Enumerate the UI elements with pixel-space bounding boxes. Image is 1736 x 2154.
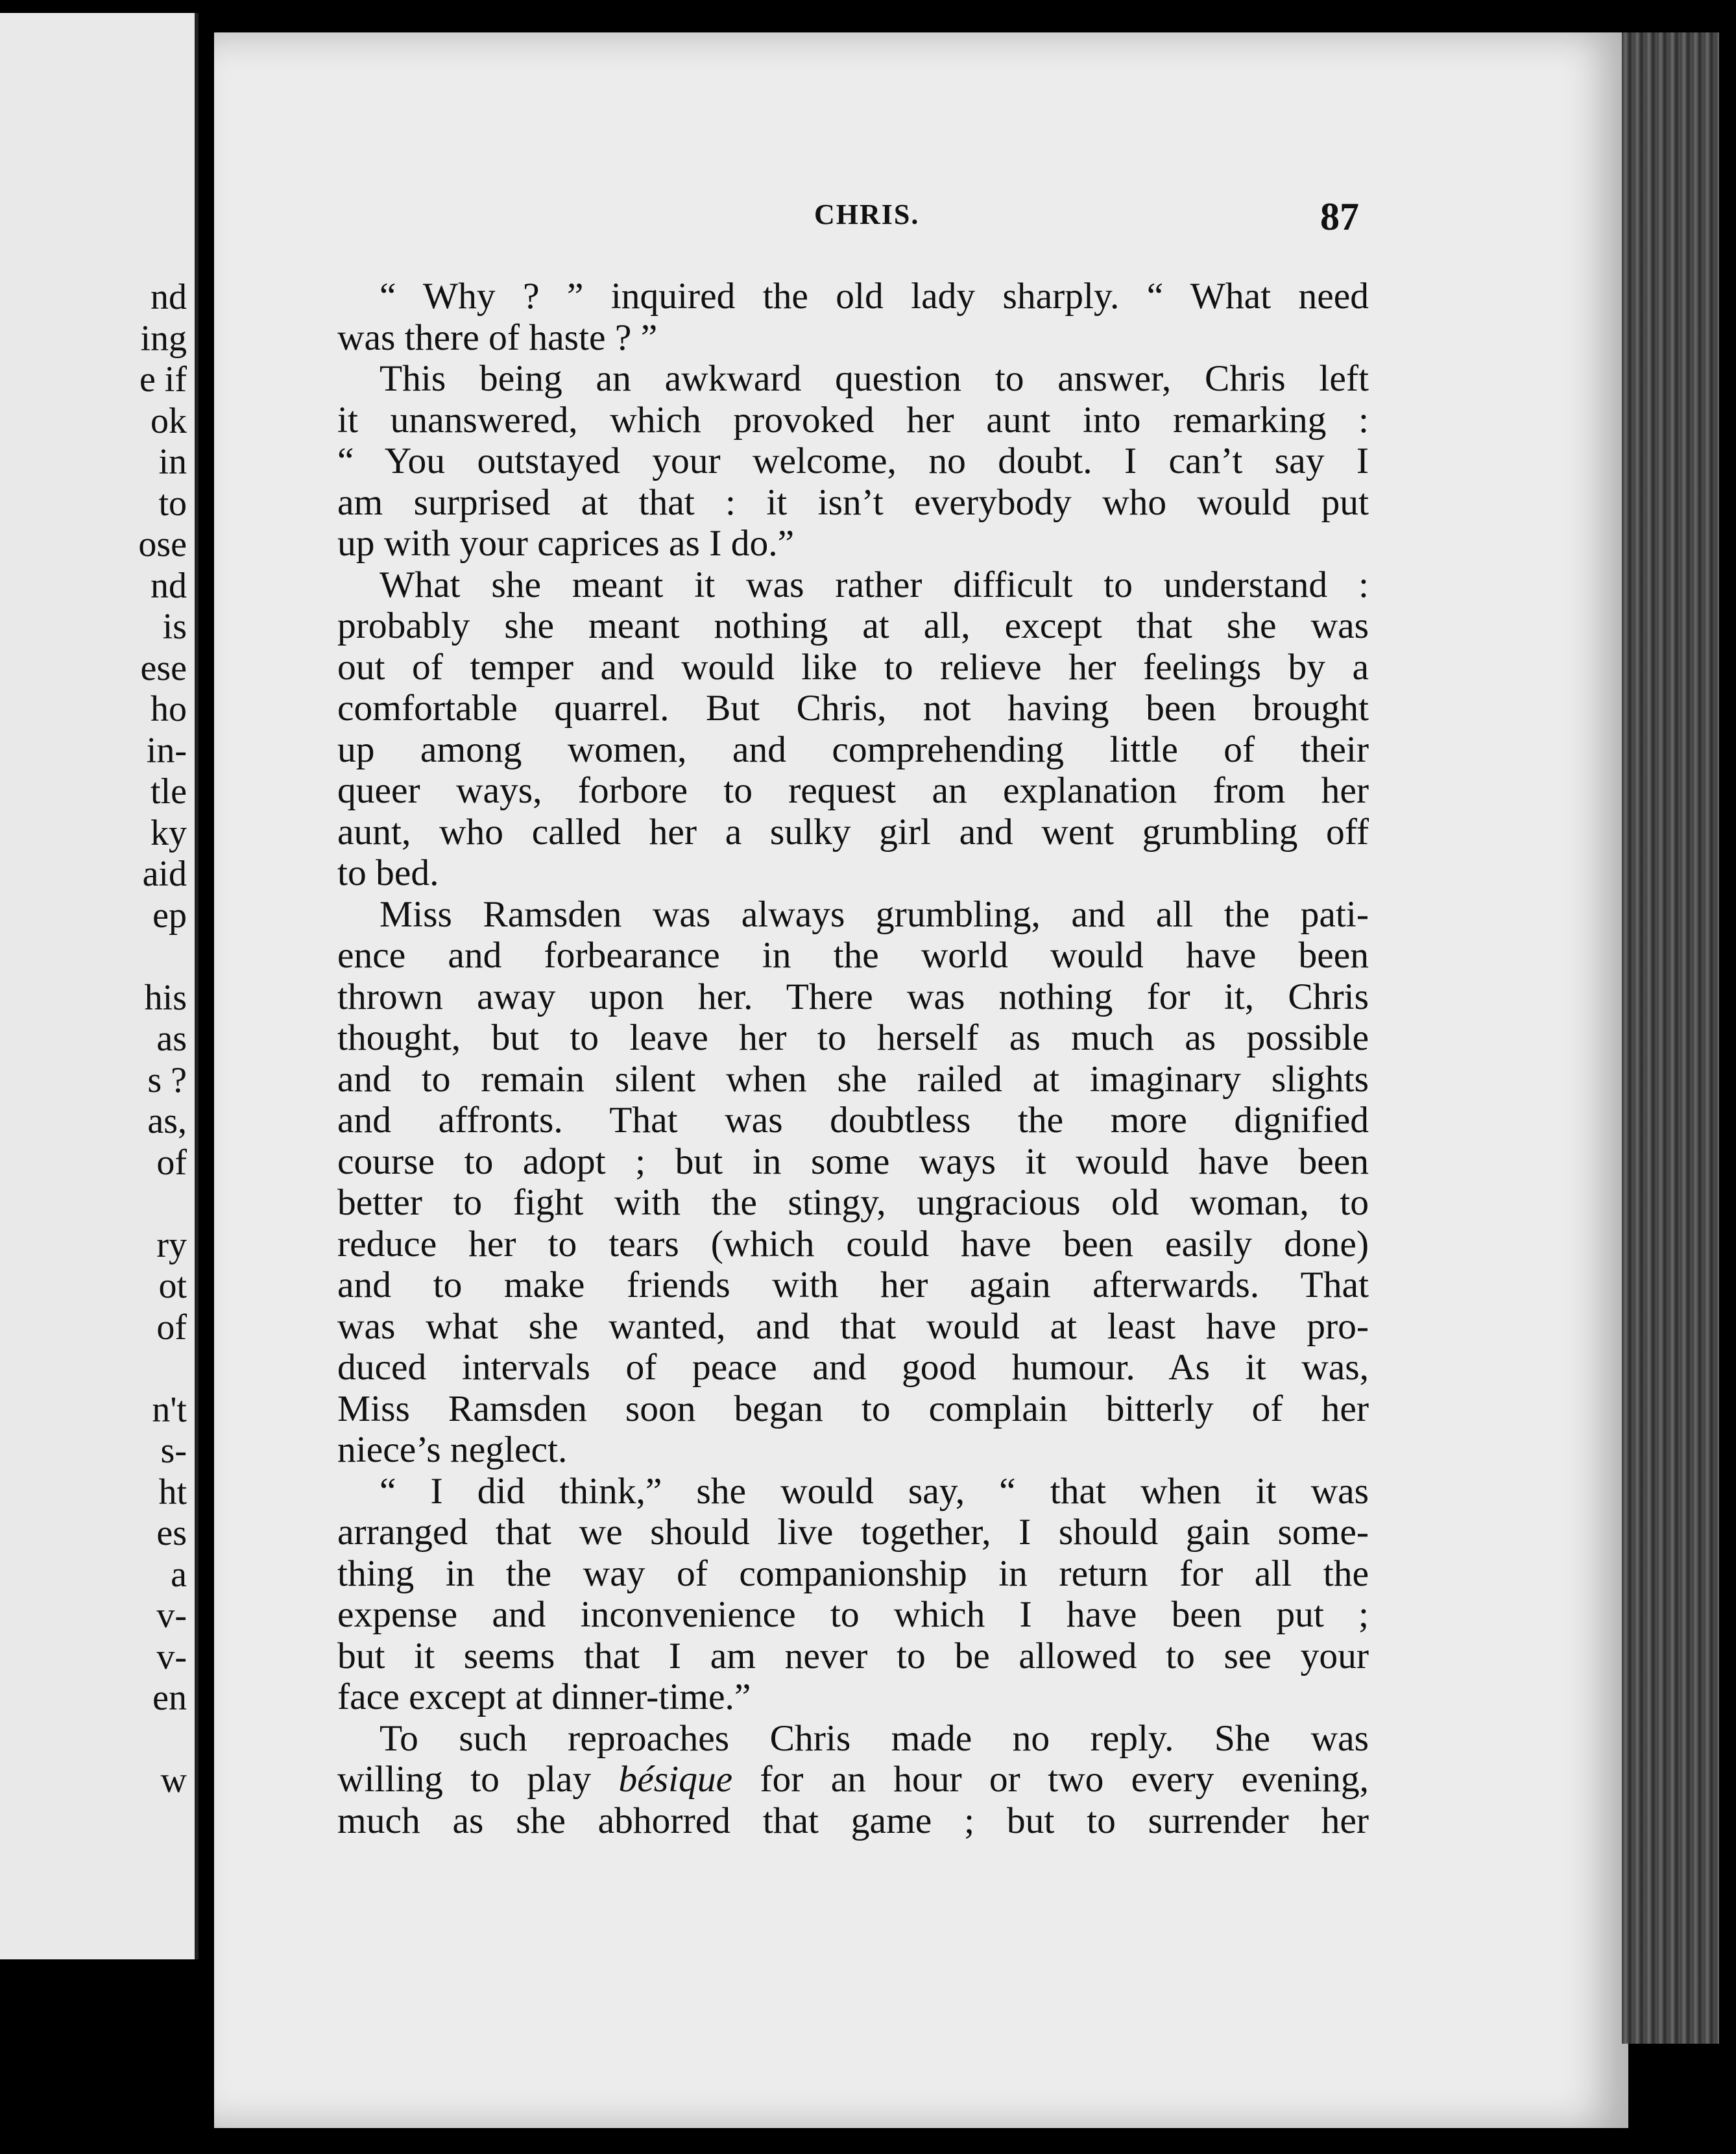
text-line: thrown away upon her. There was nothing for it, Chris bbox=[337, 976, 1369, 1017]
text-line: willing to play bésique for an hour or two every evening, bbox=[337, 1759, 1369, 1800]
left-page-fragment: es bbox=[156, 1513, 187, 1553]
text-line: arranged that we should live together, I should gain some- bbox=[337, 1512, 1369, 1553]
left-page-fragment: w bbox=[160, 1760, 187, 1800]
left-page-fragment: to bbox=[158, 483, 187, 524]
text-line: and to remain silent when she railed at imaginary slights bbox=[337, 1058, 1369, 1100]
text-line: up among women, and comprehending little of their bbox=[337, 729, 1369, 770]
text-line: much as she abhorred that game ; but to surrender her bbox=[337, 1800, 1369, 1841]
left-page-fragment: s- bbox=[160, 1431, 187, 1471]
text-line: course to adopt ; but in some ways it would have been bbox=[337, 1141, 1369, 1182]
left-page-fragment: ep bbox=[152, 895, 187, 936]
text-line: to bed. bbox=[337, 853, 439, 893]
left-page-fragment: tle bbox=[151, 771, 187, 812]
left-page-fragment: nd bbox=[151, 565, 187, 606]
text-line: and to make friends with her again afterwards. That bbox=[337, 1265, 1369, 1305]
text-line: and affronts. That was doubtless the more dignified bbox=[337, 1100, 1369, 1141]
left-page-fragment: as bbox=[156, 1019, 187, 1059]
text-line: Miss Ramsden soon began to complain bitterly of her bbox=[337, 1388, 1369, 1429]
left-page-fragment: in bbox=[158, 442, 187, 482]
text-line: comfortable quarrel. But Chris, not having been brought bbox=[337, 688, 1369, 729]
text-line: it unanswered, which provoked her aunt into remarking : bbox=[337, 399, 1369, 441]
left-page-fragment: as, bbox=[147, 1101, 187, 1141]
text-line: duced intervals of peace and good humour. As it was, bbox=[337, 1347, 1369, 1388]
running-head: CHRIS. bbox=[814, 199, 920, 230]
text-line: was there of haste ? ” bbox=[337, 317, 658, 358]
text-line: am surprised at that : it isn’t everybody who would put bbox=[337, 481, 1369, 523]
left-page-fragment: is bbox=[162, 607, 187, 647]
left-page-fragment: ky bbox=[151, 812, 187, 853]
text-line: reduce her to tears (which could have been easily done) bbox=[337, 1223, 1369, 1265]
text-line: “ I did think,” she would say, “ that when it was bbox=[380, 1470, 1369, 1512]
left-page-fragment: in- bbox=[146, 730, 187, 771]
left-page-fragment: nd bbox=[151, 277, 187, 317]
text-line: “ You outstayed your welcome, no doubt. I can’t say I bbox=[337, 441, 1369, 481]
text-line: What she meant it was rather difficult to understand : bbox=[380, 564, 1369, 605]
text-line: thought, but to leave her to herself as much as possible bbox=[337, 1017, 1369, 1058]
left-page-fragment: ot bbox=[158, 1266, 187, 1306]
left-page-fragment: of bbox=[156, 1307, 187, 1348]
left-page-fragment: his bbox=[144, 977, 187, 1018]
left-page-fragment: ese bbox=[140, 647, 187, 688]
left-page-fragment: v- bbox=[156, 1595, 187, 1636]
text-line: was what she wanted, and that would at least have pro- bbox=[337, 1305, 1369, 1347]
text-line: better to fight with the stingy, ungracious old woman, to bbox=[337, 1182, 1369, 1223]
text-line: aunt, who called her a sulky girl and went grumbling off bbox=[337, 811, 1369, 853]
left-page-fragment: s ? bbox=[147, 1059, 187, 1100]
text-line: out of temper and would like to relieve her feelings by a bbox=[337, 646, 1369, 688]
text-line: niece’s neglect. bbox=[337, 1429, 568, 1470]
text-line: expense and inconvenience to which I have been put ; bbox=[337, 1594, 1369, 1635]
left-page-edge bbox=[0, 13, 199, 1959]
text-line: To such reproaches Chris made no reply. She was bbox=[380, 1717, 1369, 1759]
text-line: up with your caprices as I do.” bbox=[337, 523, 795, 564]
page-edges bbox=[1622, 32, 1719, 2044]
body-text bbox=[337, 276, 1369, 1841]
page-number: 87 bbox=[1320, 195, 1359, 238]
left-page-fragment: en bbox=[152, 1678, 187, 1718]
text-line: but it seems that I am never to be allowed to see your bbox=[337, 1635, 1369, 1676]
text-line: thing in the way of companionship in return for all the bbox=[337, 1553, 1369, 1594]
left-page-fragment: ose bbox=[138, 524, 187, 564]
left-page-fragment: v- bbox=[156, 1636, 187, 1677]
left-page-fragment: ing bbox=[140, 318, 187, 359]
left-page-fragment: n't bbox=[152, 1389, 187, 1430]
left-page-fragment: e if bbox=[139, 359, 187, 400]
text-line: “ Why ? ” inquired the old lady sharply. “ What need bbox=[380, 276, 1369, 317]
left-page-fragment: ho bbox=[151, 689, 187, 729]
left-page-fragment: a bbox=[171, 1554, 187, 1595]
text-line: queer ways, forbore to request an explanation from her bbox=[337, 770, 1369, 811]
text-line: Miss Ramsden was always grumbling, and all the pati- bbox=[380, 893, 1369, 935]
left-page-fragment: ht bbox=[158, 1471, 187, 1512]
text-line: probably she meant nothing at all, except that she was bbox=[337, 605, 1369, 646]
text-line: ence and forbearance in the world would have been bbox=[337, 935, 1369, 976]
text-line: face except at dinner-time.” bbox=[337, 1676, 751, 1717]
left-page-fragment: ry bbox=[156, 1224, 187, 1265]
left-page-fragment: ok bbox=[151, 400, 187, 441]
text-line: This being an awkward question to answer, Chris left bbox=[380, 358, 1369, 399]
left-page-fragment: aid bbox=[142, 854, 187, 894]
left-page-fragment: of bbox=[156, 1142, 187, 1183]
